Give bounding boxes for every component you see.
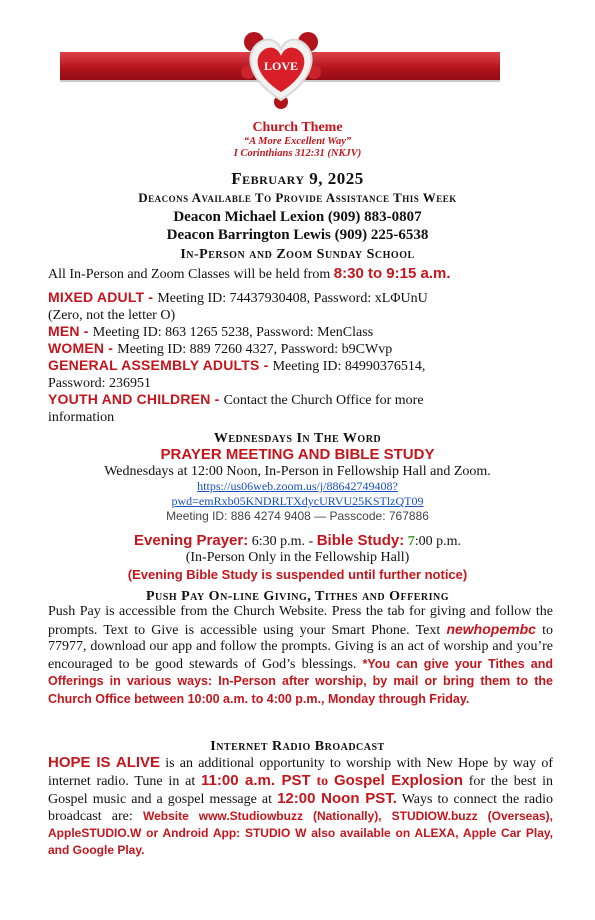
evening-schedule: [40, 532, 555, 550]
zoom-link[interactable]: [40, 479, 555, 509]
class-label: YOUTH AND CHILDREN -: [48, 391, 224, 407]
wednesday-meeting-id: [40, 508, 555, 525]
bible-study-hour: 7: [404, 534, 415, 549]
class-label: MIXED ADULT -: [48, 289, 158, 305]
text-keyword: newhopembc: [446, 620, 536, 637]
radio-text-1: is an additional opportunity to worship with New Hope by way of internet radio. Tune in at: [48, 756, 553, 789]
suspended-note: [40, 566, 555, 584]
love-heart-logo: [236, 20, 326, 110]
class-details: Meeting ID: 863 1265 5238, Password: MenClass: [92, 325, 374, 340]
class-general-assembly: [48, 357, 553, 392]
deacon-2: Deacon Barrington Lewis (909) 225-6538: [166, 227, 429, 243]
class-label: MEN -: [48, 323, 93, 339]
logo-text: LOVE: [263, 59, 299, 73]
giving-text-1: Push Pay is accessible from the Church Website. Press the tab for giving and follow the prompts. Text to Give is accessible using your Smart Phone. Text: [48, 604, 553, 638]
class-time: 8:30 to 9:15 a.m.: [333, 265, 451, 282]
class-password: Password: 236951: [48, 376, 152, 391]
deacon-1: Deacon Michael Lexion (909) 883-0807: [173, 209, 422, 225]
class-details: Meeting ID: 889 7260 4327, Password: b9CWvp: [117, 342, 393, 357]
class-note: information: [48, 410, 115, 425]
zoom-link-line1[interactable]: https://us06web.zoom.us/j/88642749408?: [197, 479, 398, 493]
giving-heading: Push Pay On-line Giving, Tithes and Offering: [145, 589, 450, 604]
intro-text: All In-Person and Zoom Classes will be held from: [48, 267, 334, 282]
class-men: [48, 323, 553, 341]
prayer-meeting-title: PRAYER MEETING AND BIBLE STUDY: [160, 446, 435, 463]
sunday-school-heading: In-Person and Zoom Sunday School: [180, 247, 415, 262]
suspended-text: (Evening Bible Study is suspended until further notice): [127, 567, 468, 582]
radio-heading: Internet Radio Broadcast: [210, 739, 385, 754]
meeting-id-text: Meeting ID: 886 4274 9408 — Passcode: 767886: [166, 509, 429, 523]
bible-study-time: :00 p.m.: [414, 534, 461, 549]
theme-quote: “A More Excellent Way”: [243, 136, 352, 147]
sunday-school-intro: [48, 265, 553, 283]
bible-study-label: Bible Study:: [316, 532, 405, 549]
in-person-note: (In-Person Only in the Fellowship Hall): [185, 550, 410, 565]
class-label: GENERAL ASSEMBLY ADULTS -: [48, 357, 273, 373]
radio-text-2: for the best in Gospel music and a gospel message at: [48, 774, 553, 807]
evening-prayer-time: 6:30 p.m. -: [248, 534, 317, 549]
radio-paragraph: [48, 754, 553, 859]
wednesday-heading: Wednesdays In The Word: [213, 431, 382, 446]
radio-to: to: [310, 774, 334, 789]
zoom-link-line2[interactable]: pwd=emRxb05KNDRLTXdycURVU25KSTlzQT09: [171, 494, 424, 508]
class-details: Meeting ID: 74437930408, Password: xLΦUnU: [157, 291, 428, 306]
theme-scripture: I Corinthians 312:31 (NKJV): [233, 148, 362, 159]
bulletin-date: February 9, 2025: [231, 169, 364, 188]
wednesday-subheading: [40, 446, 555, 464]
giving-paragraph: [48, 604, 553, 709]
class-mixed-adult: [48, 289, 553, 324]
wednesday-details: Wednesdays at 12:00 Noon, In-Person in Fellowship Hall and Zoom.: [104, 464, 491, 479]
giving-ways: *You can give your Tithes and Offerings in various ways: In-Person after worship, by mail or bring them to the Church Office between 10:00 a.m. to 4:00 p.m., Monday through Friday.: [48, 656, 553, 706]
deacons-heading: Deacons Available To Provide Assistance This Week: [138, 190, 457, 205]
evening-prayer-label: Evening Prayer:: [134, 532, 249, 549]
hope-is-alive: HOPE IS ALIVE: [48, 754, 161, 771]
radio-ways: Website www.Studiowbuzz (Nationally), STUDIOW.buzz (Overseas), AppleSTUDIO.W or Android App: STUDIO W also available on ALEXA, Apple Car Play, and Google Play.: [48, 809, 554, 857]
giving-text-2: to 77977, download our app and follow the prompts. Giving is an act of worship and you’re encouraged to be good stewards of God’s blessings.: [48, 622, 554, 672]
class-details: Contact the Church Office for more: [223, 393, 424, 408]
class-details: Meeting ID: 84990376514,: [272, 359, 426, 374]
class-youth-children: [48, 391, 553, 426]
class-women: [48, 340, 553, 358]
theme-title: Church Theme: [252, 120, 343, 135]
radio-time-2: 12:00 Noon PST.: [277, 790, 397, 807]
church-theme: [40, 120, 555, 160]
class-label: WOMEN -: [48, 340, 118, 356]
gospel-explosion: Gospel Explosion: [333, 772, 463, 789]
radio-time-1: 11:00 a.m. PST: [201, 772, 311, 789]
class-note: (Zero, not the letter O): [48, 308, 176, 323]
radio-text-3: Ways to connect the radio broadcast are:: [48, 792, 553, 824]
